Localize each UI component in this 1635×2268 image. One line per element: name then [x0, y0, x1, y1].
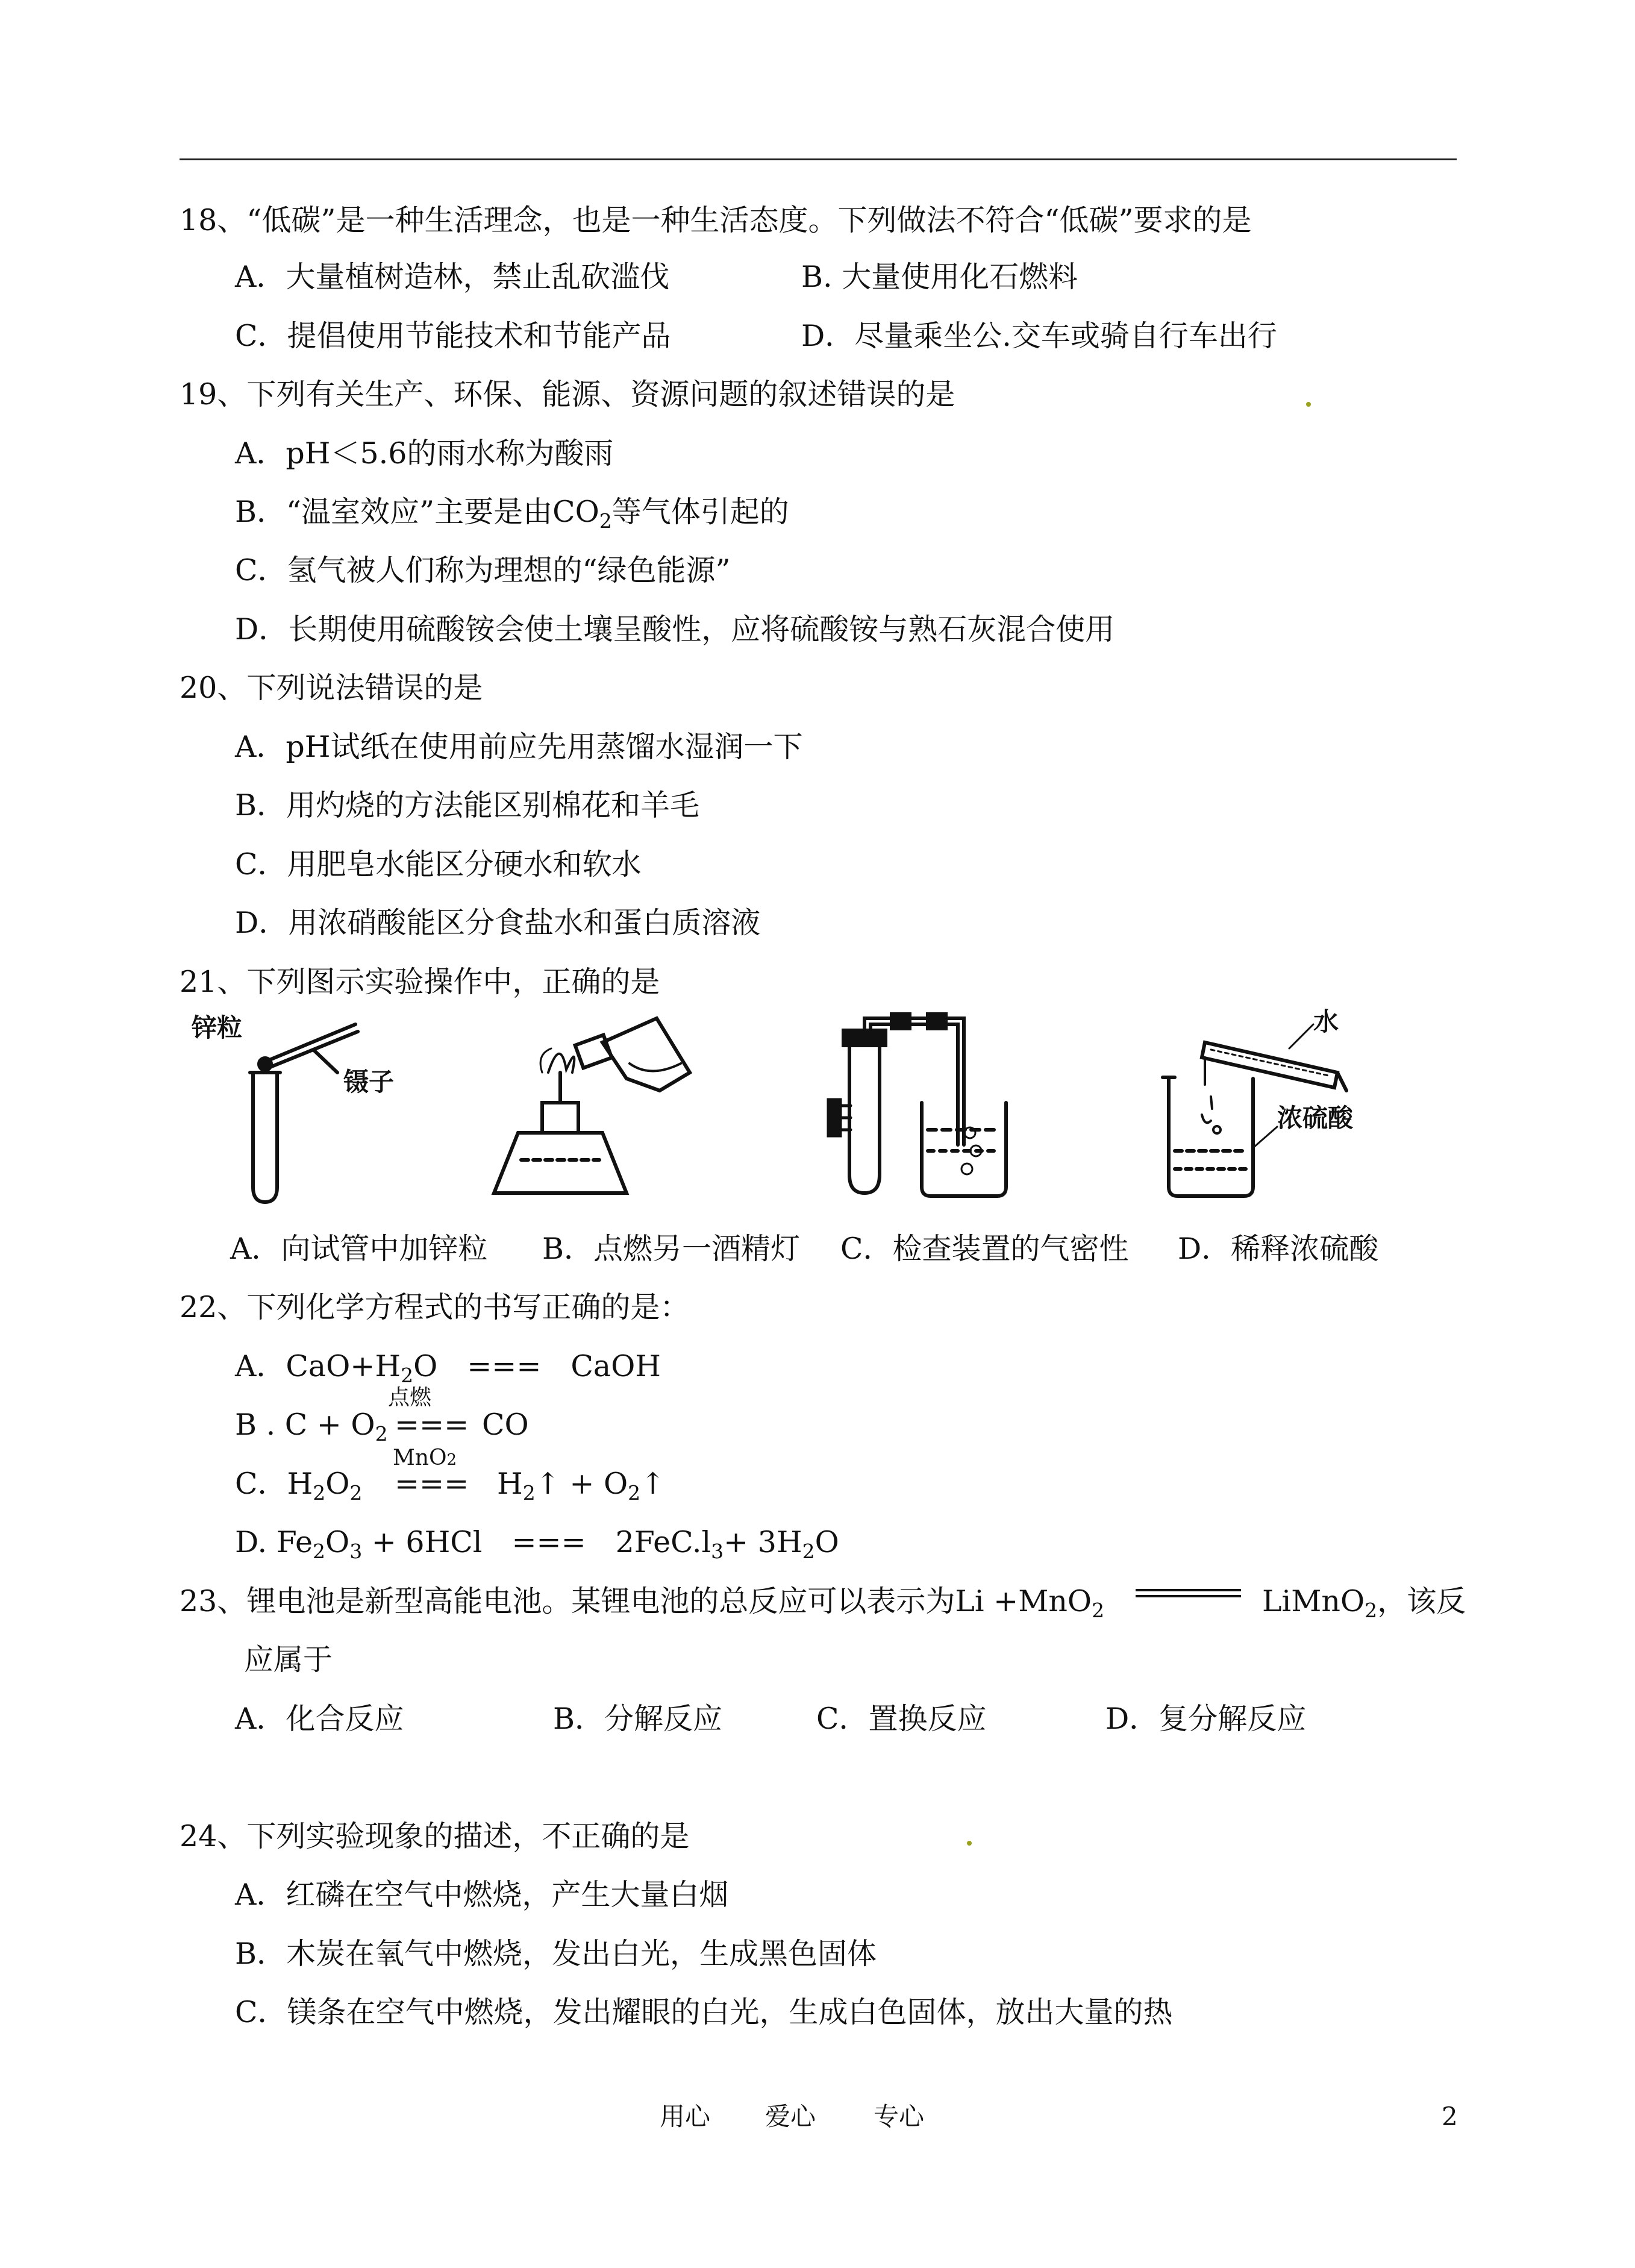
- figure-d-pouring-cylinder: [1202, 1042, 1346, 1091]
- footer-word-2: 爱心: [765, 2102, 816, 2131]
- q22-c-equals: ===: [395, 1467, 469, 1501]
- footer-word-1: 用心: [660, 2102, 711, 2131]
- figure-d-water-stream: [1202, 1057, 1221, 1133]
- label-zinc: 锌粒: [192, 1013, 243, 1042]
- stray-dot: [1306, 402, 1311, 407]
- figure-d-water-pointer: [1289, 1024, 1313, 1048]
- footer-word-3: 专心: [874, 2102, 925, 2131]
- figure-a-tweezers: [265, 1024, 358, 1073]
- q21-figures: [181, 1006, 1410, 1211]
- q19-option-b: B．“温室效应”主要是由$CO_2$等气体引起的: [235, 495, 789, 533]
- label-water: 水: [1313, 1007, 1339, 1036]
- q21-stem: 21、下列图示实验操作中，正确的是: [180, 965, 660, 999]
- figure-d-beaker: [1163, 1077, 1253, 1196]
- q22-option-c: C．$H_2O_2$: [235, 1467, 363, 1505]
- q24-option-c: C．镁条在空气中燃烧，发出耀眼的白光，生成白色固体，放出大量的热: [235, 1995, 1173, 2029]
- q20-option-c: C．用肥皂水能区分硬水和软水: [235, 847, 642, 882]
- q21-option-a: A．向试管中加锌粒: [230, 1232, 488, 1266]
- q21-option-d: D．稀释浓硫酸: [1178, 1232, 1379, 1266]
- q19-option-d: D．长期使用硫酸铵会使土壤呈酸性，应将硫酸铵与熟石灰混合使用: [235, 612, 1115, 647]
- q23-product: LiMnO$_2$，该反: [1262, 1584, 1466, 1622]
- header-rule: [180, 158, 1457, 160]
- q23-option-a: A．化合反应: [235, 1702, 404, 1736]
- figure-a-test-tube: [250, 1073, 280, 1202]
- q20-option-d: D．用浓硝酸能区分食盐水和蛋白质溶液: [235, 906, 761, 940]
- q23-stem: 23、锂电池是新型高能电池。某锂电池的总反应可以表示为Li +MnO$_2$: [180, 1584, 1105, 1622]
- q22-option-a: A．$CaO+H_2O$ === CaOH: [235, 1349, 661, 1387]
- q22-option-d: D. $Fe_2O_3 + 6HCl$ === $2FeC.l_3+ 3H_2O$: [235, 1525, 839, 1563]
- q22-b-equals: ===: [395, 1408, 469, 1442]
- q23-stem-cont: 应属于: [244, 1643, 333, 1677]
- label-tweezers: 镊子: [343, 1067, 395, 1097]
- q20-option-a: A．pH试纸在使用前应先用蒸馏水湿润一下: [235, 730, 803, 764]
- q20-option-b: B．用灼烧的方法能区别棉花和羊毛: [235, 788, 700, 822]
- page-number: 2: [1442, 2102, 1458, 2131]
- q18-option-d: D．尽量乘坐公.交车或骑自行车出行: [801, 319, 1277, 353]
- q19-option-c: C．氢气被人们称为理想的“绿色能源”: [235, 553, 731, 587]
- q22-b-condition: 点燃: [387, 1385, 431, 1410]
- q18-stem: 18、“低碳”是一种生活理念，也是一种生活态度。下列做法不符合“低碳”要求的是: [180, 203, 1252, 237]
- q18-option-c: C．提倡使用节能技术和节能产品: [235, 319, 671, 353]
- q22-b-product: CO: [482, 1408, 529, 1442]
- label-acid: 浓硫酸: [1277, 1103, 1354, 1133]
- figure-c-test-tube: [843, 1030, 886, 1193]
- figure-d-acid-pointer: [1253, 1127, 1277, 1148]
- figure-b-alcohol-lamp: [494, 1048, 627, 1193]
- q24-option-b: B．木炭在氧气中燃烧，发出白光，生成黑色固体: [235, 1937, 877, 1971]
- q22-stem: 22、下列化学方程式的书写正确的是：: [180, 1290, 690, 1324]
- q23-equals-bottom: [1136, 1595, 1241, 1597]
- figure-a-zinc-granule: [259, 1058, 271, 1070]
- q23-option-c: C．置换反应: [816, 1702, 987, 1736]
- q21-option-b: B．点燃另一酒精灯: [542, 1232, 801, 1266]
- q20-stem: 20、下列说法错误的是: [180, 671, 483, 705]
- q18-option-b: B. 大量使用化石燃料: [801, 260, 1078, 294]
- figure-c-hand: [828, 1100, 851, 1136]
- q23-equals-top: [1136, 1589, 1241, 1591]
- q19-stem: 19、下列有关生产、环保、能源、资源问题的叙述错误的是: [180, 377, 955, 412]
- q19-option-a: A．pH＜5.6的雨水称为酸雨: [235, 436, 614, 471]
- figure-b-second-lamp: [575, 1018, 690, 1091]
- q21-option-c: C．检查装置的气密性: [840, 1232, 1129, 1266]
- q22-c-products: $H_2↑$ + $O_2↑$: [497, 1467, 666, 1505]
- q23-option-b: B．分解反应: [553, 1702, 723, 1736]
- q23-option-d: D．复分解反应: [1105, 1702, 1307, 1736]
- q18-option-a: A．大量植树造林，禁止乱砍滥伐: [235, 260, 670, 294]
- stray-dot: [967, 1841, 972, 1846]
- q22-c-condition: MnO2: [392, 1446, 457, 1470]
- q24-stem: 24、下列实验现象的描述，不正确的是: [180, 1819, 690, 1853]
- q22-option-b: B . $C + O_2$: [235, 1408, 388, 1446]
- q24-option-a: A．红磷在空气中燃烧，产生大量白烟: [235, 1878, 729, 1912]
